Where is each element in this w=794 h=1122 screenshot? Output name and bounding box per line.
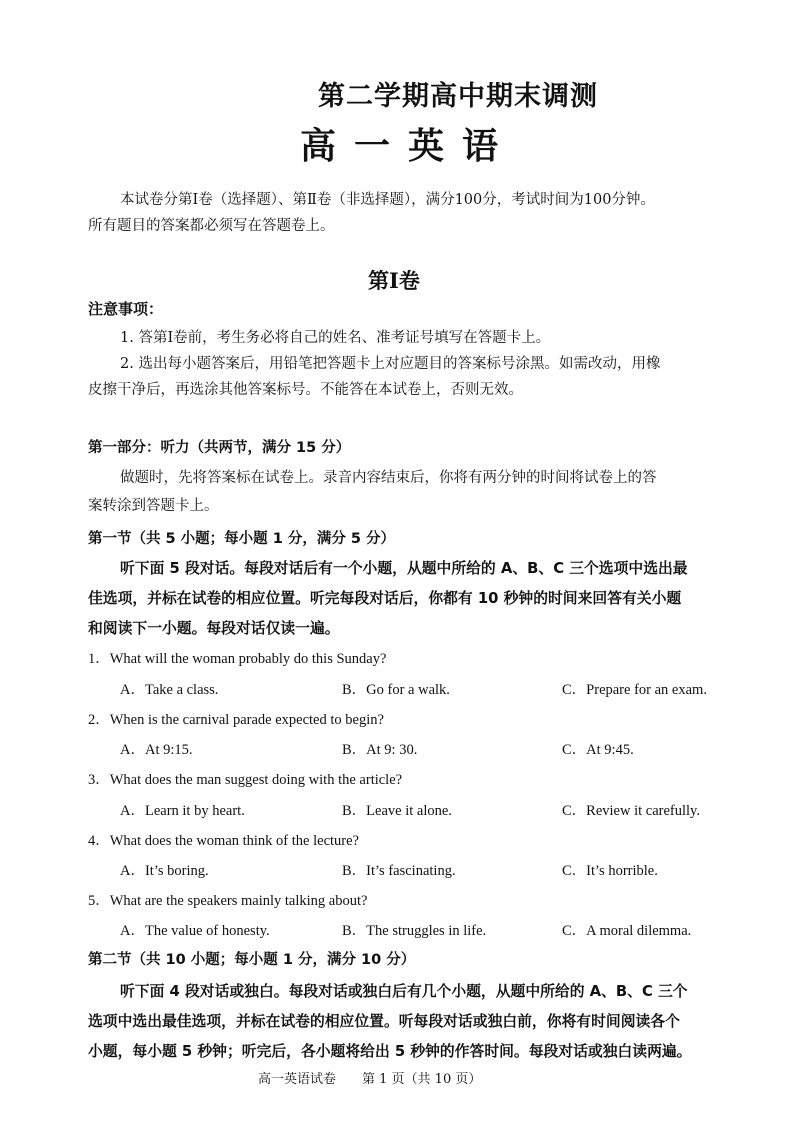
- question-4-option-c: C．It’s horrible.: [562, 863, 658, 879]
- part1-instruction-2: 案转涂到答题卡上。: [88, 498, 219, 514]
- question-5-option-a: A．The value of honesty.: [120, 923, 270, 939]
- exam-series-title: 第二学期高中期末调测: [318, 81, 598, 112]
- section2-heading: 第二节（共 10 小题；每小题 1 分，满分 10 分）: [88, 952, 416, 968]
- question-5-option-b: B．The struggles in life.: [342, 923, 487, 939]
- section1-instruction-1: 听下面 5 段对话。每段对话后有一个小题，从题中所给的 A、B、C 三个选项中选出最: [120, 560, 688, 577]
- question-1-option-b: B．Go for a walk.: [342, 682, 450, 698]
- notice-item-2: 2. 选出每小题答案后，用铅笔把答题卡上对应题目的答案标号涂黑。如需改动，用橡: [120, 356, 661, 372]
- part1-heading: 第一部分：听力（共两节，满分 15 分）: [88, 440, 351, 456]
- notice-heading: 注意事项：: [88, 300, 164, 318]
- question-2-option-c: C．At 9:45.: [562, 742, 634, 758]
- question-3-option-a: A．Learn it by heart.: [120, 803, 245, 819]
- volume-title: 第Ⅰ卷: [368, 268, 420, 293]
- question-5: 5．What are the speakers mainly talking about?: [88, 893, 368, 909]
- intro-line-1: 本试卷分第Ⅰ卷（选择题）、第Ⅱ卷（非选择题），满分100分，考试时间为100分钟。: [120, 192, 655, 208]
- section2-instruction-1: 听下面 4 段对话或独白。每段对话或独白后有几个小题，从题中所给的 A、B、C 三个: [120, 983, 688, 1000]
- question-1: 1．What will the woman probably do this Sunday?: [88, 651, 387, 667]
- notice-item-1: 1. 答第Ⅰ卷前，考生务必将自己的姓名、准考证号填写在答题卡上。: [120, 330, 551, 346]
- section1-instruction-2: 佳选项，并标在试卷的相应位置。听完每段对话后，你都有 10 秒钟的时间来回答有关小题: [88, 590, 682, 607]
- question-1-option-a: A．Take a class.: [120, 682, 219, 698]
- exam-subject-title: 高一英语: [300, 125, 517, 167]
- part1-instruction-1: 做题时，先将答案标在试卷上。录音内容结束后，你将有两分钟的时间将试卷上的答: [120, 470, 657, 486]
- question-4: 4．What does the woman think of the lecture?: [88, 833, 359, 849]
- question-2: 2．When is the carnival parade expected to begin?: [88, 712, 384, 728]
- question-5-option-c: C．A moral dilemma.: [562, 923, 692, 939]
- question-3: 3．What does the man suggest doing with the article?: [88, 772, 403, 788]
- question-4-option-a: A．It’s boring.: [120, 863, 209, 879]
- question-2-option-a: A．At 9:15.: [120, 742, 193, 758]
- section1-heading: 第一节（共 5 小题；每小题 1 分，满分 5 分）: [88, 531, 396, 547]
- intro-line-2: 所有题目的答案都必须写在答题卷上。: [88, 218, 335, 234]
- section2-instruction-3: 小题，每小题 5 秒钟；听完后，各小题将给出 5 秒钟的作答时间。每段对话或独白读两遍。: [88, 1043, 692, 1060]
- notice-item-2-cont: 皮擦干净后，再选涂其他答案标号。不能答在本试卷上，否则无效。: [88, 382, 523, 398]
- page-footer: [258, 1068, 507, 1087]
- section1-instruction-3: 和阅读下一小题。每段对话仅读一遍。: [88, 620, 340, 637]
- question-3-option-b: B．Leave it alone.: [342, 803, 452, 819]
- footer-paper-name: 高一英语试卷: [258, 1072, 337, 1087]
- footer-page-info: 第 1 页（共 10 页）: [362, 1072, 482, 1087]
- question-2-option-b: B．At 9: 30.: [342, 742, 418, 758]
- question-1-option-c: C．Prepare for an exam.: [562, 682, 707, 698]
- question-4-option-b: B．It’s fascinating.: [342, 863, 456, 879]
- question-3-option-c: C．Review it carefully.: [562, 803, 700, 819]
- section2-instruction-2: 选项中选出最佳选项，并标在试卷的相应位置。听每段对话或独白前，你将有时间阅读各个: [88, 1013, 680, 1030]
